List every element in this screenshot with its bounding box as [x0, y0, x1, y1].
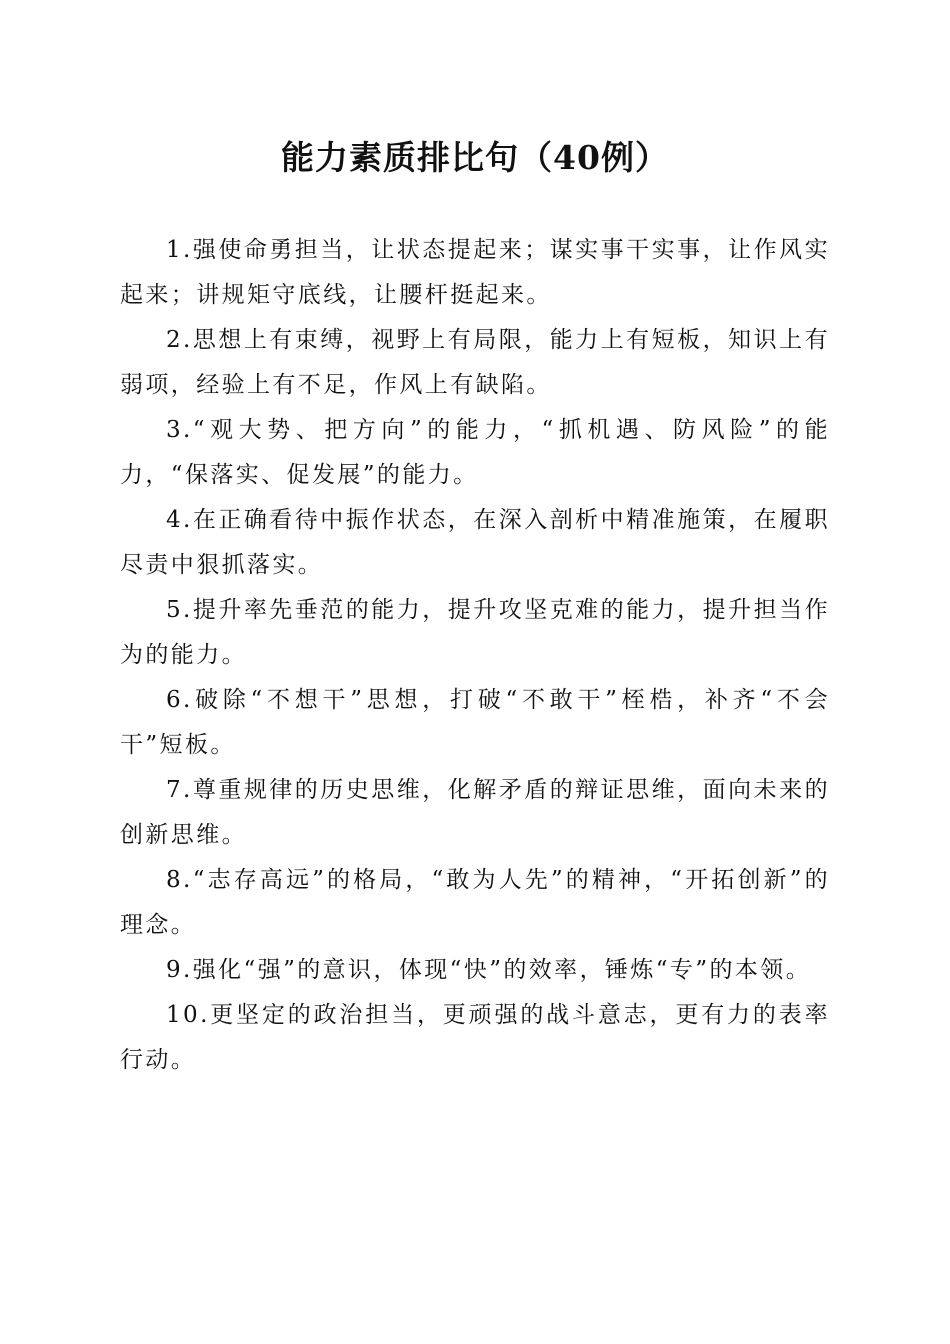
- list-item: 2.思想上有束缚，视野上有局限，能力上有短板，知识上有弱项，经验上有不足，作风上有缺陷。: [120, 327, 830, 398]
- list-item: 4.在正确看待中振作状态，在深入剖析中精准施策，在履职尽责中狠抓落实。: [120, 507, 830, 578]
- list-item: 10.更坚定的政治担当，更顽强的战斗意志，更有力的表率行动。: [120, 1002, 830, 1073]
- list-item: 7.尊重规律的历史思维，化解矛盾的辩证思维，面向未来的创新思维。: [120, 777, 830, 848]
- sentence-list: [120, 228, 830, 1083]
- document-title: 能力素质排比句（40例）: [281, 138, 669, 177]
- list-item: 5.提升率先垂范的能力，提升攻坚克难的能力，提升担当作为的能力。: [120, 597, 830, 668]
- list-item: 3.“观大势、把方向”的能力，“抓机遇、防风险”的能力，“保落实、促发展”的能力。: [120, 417, 830, 488]
- list-item: 1.强使命勇担当，让状态提起来；谋实事干实事，让作风实起来；讲规矩守底线，让腰杆挺起来。: [120, 237, 830, 308]
- list-item: 8.“志存高远”的格局，“敢为人先”的精神，“开拓创新”的理念。: [120, 867, 830, 938]
- list-item: 9.强化“强”的意识，体现“快”的效率，锤炼“专”的本领。: [166, 957, 812, 983]
- list-item: 6.破除“不想干”思想，打破“不敢干”桎梏，补齐“不会干”短板。: [120, 687, 830, 758]
